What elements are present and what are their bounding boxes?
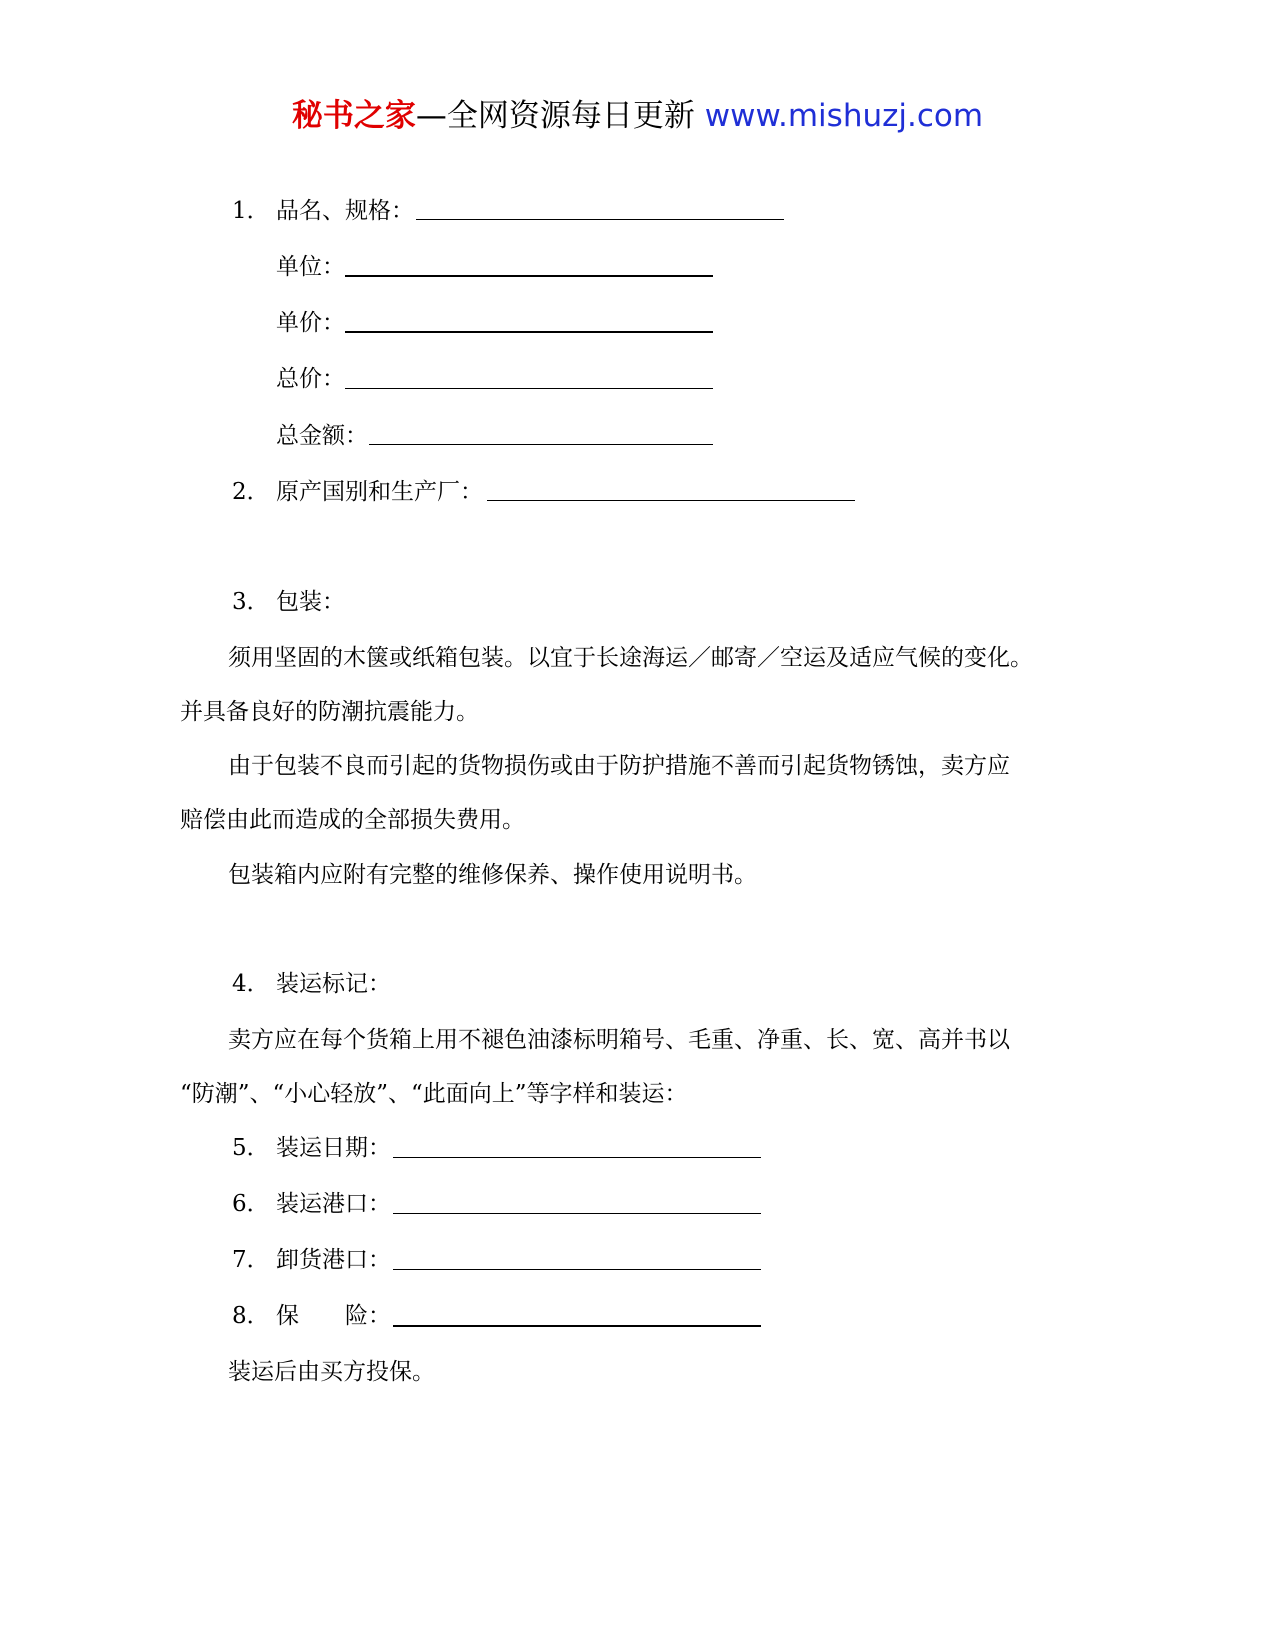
price-label: 单价：	[276, 310, 345, 336]
item-label: 原产国别和生产厂：	[276, 479, 483, 505]
item-7	[232, 1245, 391, 1275]
item-label: 品名、规格：	[276, 198, 414, 224]
item-number: 1．	[232, 198, 270, 224]
header-tagline: —全网资源每日更新	[415, 98, 695, 134]
item-number: 8．	[232, 1303, 270, 1329]
item-4	[232, 969, 391, 999]
item-label: 装运标记：	[276, 971, 391, 997]
item-label: 包装：	[276, 589, 345, 615]
item-8	[232, 1301, 391, 1331]
item-number: 6．	[232, 1191, 270, 1217]
amount-blank[interactable]	[369, 444, 713, 445]
header-url[interactable]: www.mishuzj.com	[704, 98, 984, 134]
total-row	[276, 364, 345, 394]
item-label: 保 险：	[276, 1303, 391, 1329]
marking-paragraph-cont: “防潮”、“小心轻放”、“此面向上”等字样和装运：	[180, 1081, 688, 1107]
brand-name: 秘书之家	[291, 98, 416, 134]
loading-port-blank[interactable]	[393, 1213, 761, 1214]
packing-paragraph-3: 包装箱内应附有完整的维修保养、操作使用说明书。	[228, 862, 757, 888]
price-blank[interactable]	[345, 331, 713, 333]
item-3	[232, 587, 345, 617]
packing-paragraph-1: 须用坚固的木箧或纸箱包装。以宜于长途海运／邮寄／空运及适应气候的变化。	[228, 645, 1033, 671]
item-number: 2．	[232, 479, 270, 505]
packing-paragraph-2-cont: 赔偿由此而造成的全部损失费用。	[180, 807, 525, 833]
total-label: 总价：	[276, 366, 345, 392]
amount-row	[276, 421, 368, 451]
packing-paragraph-1-cont: 并具备良好的防潮抗震能力。	[180, 699, 479, 725]
insurance-blank[interactable]	[393, 1325, 761, 1327]
price-row	[276, 308, 345, 338]
ship-date-blank[interactable]	[393, 1157, 761, 1158]
total-blank[interactable]	[345, 388, 713, 389]
item-1	[232, 196, 414, 226]
item-label: 装运日期：	[276, 1135, 391, 1161]
origin-blank[interactable]	[487, 500, 855, 501]
unit-blank[interactable]	[345, 275, 713, 277]
discharge-port-blank[interactable]	[393, 1269, 761, 1270]
item-number: 4．	[232, 971, 270, 997]
marking-paragraph: 卖方应在每个货箱上用不褪色油漆标明箱号、毛重、净重、长、宽、高并书以	[228, 1027, 1010, 1053]
unit-label: 单位：	[276, 254, 345, 280]
item-2	[232, 477, 483, 507]
item-number: 3．	[232, 589, 270, 615]
item-number: 7．	[232, 1247, 270, 1273]
item-5	[232, 1133, 391, 1163]
page-header	[0, 96, 1275, 136]
packing-paragraph-2: 由于包装不良而引起的货物损伤或由于防护措施不善而引起货物锈蚀，卖方应	[228, 753, 1010, 779]
item-6	[232, 1189, 391, 1219]
item-number: 5．	[232, 1135, 270, 1161]
item-label: 卸货港口：	[276, 1247, 391, 1273]
item-label: 装运港口：	[276, 1191, 391, 1217]
name-spec-blank[interactable]	[416, 219, 784, 220]
insurance-note: 装运后由买方投保。	[228, 1359, 435, 1385]
amount-label: 总金额：	[276, 423, 368, 449]
unit-row	[276, 252, 345, 282]
